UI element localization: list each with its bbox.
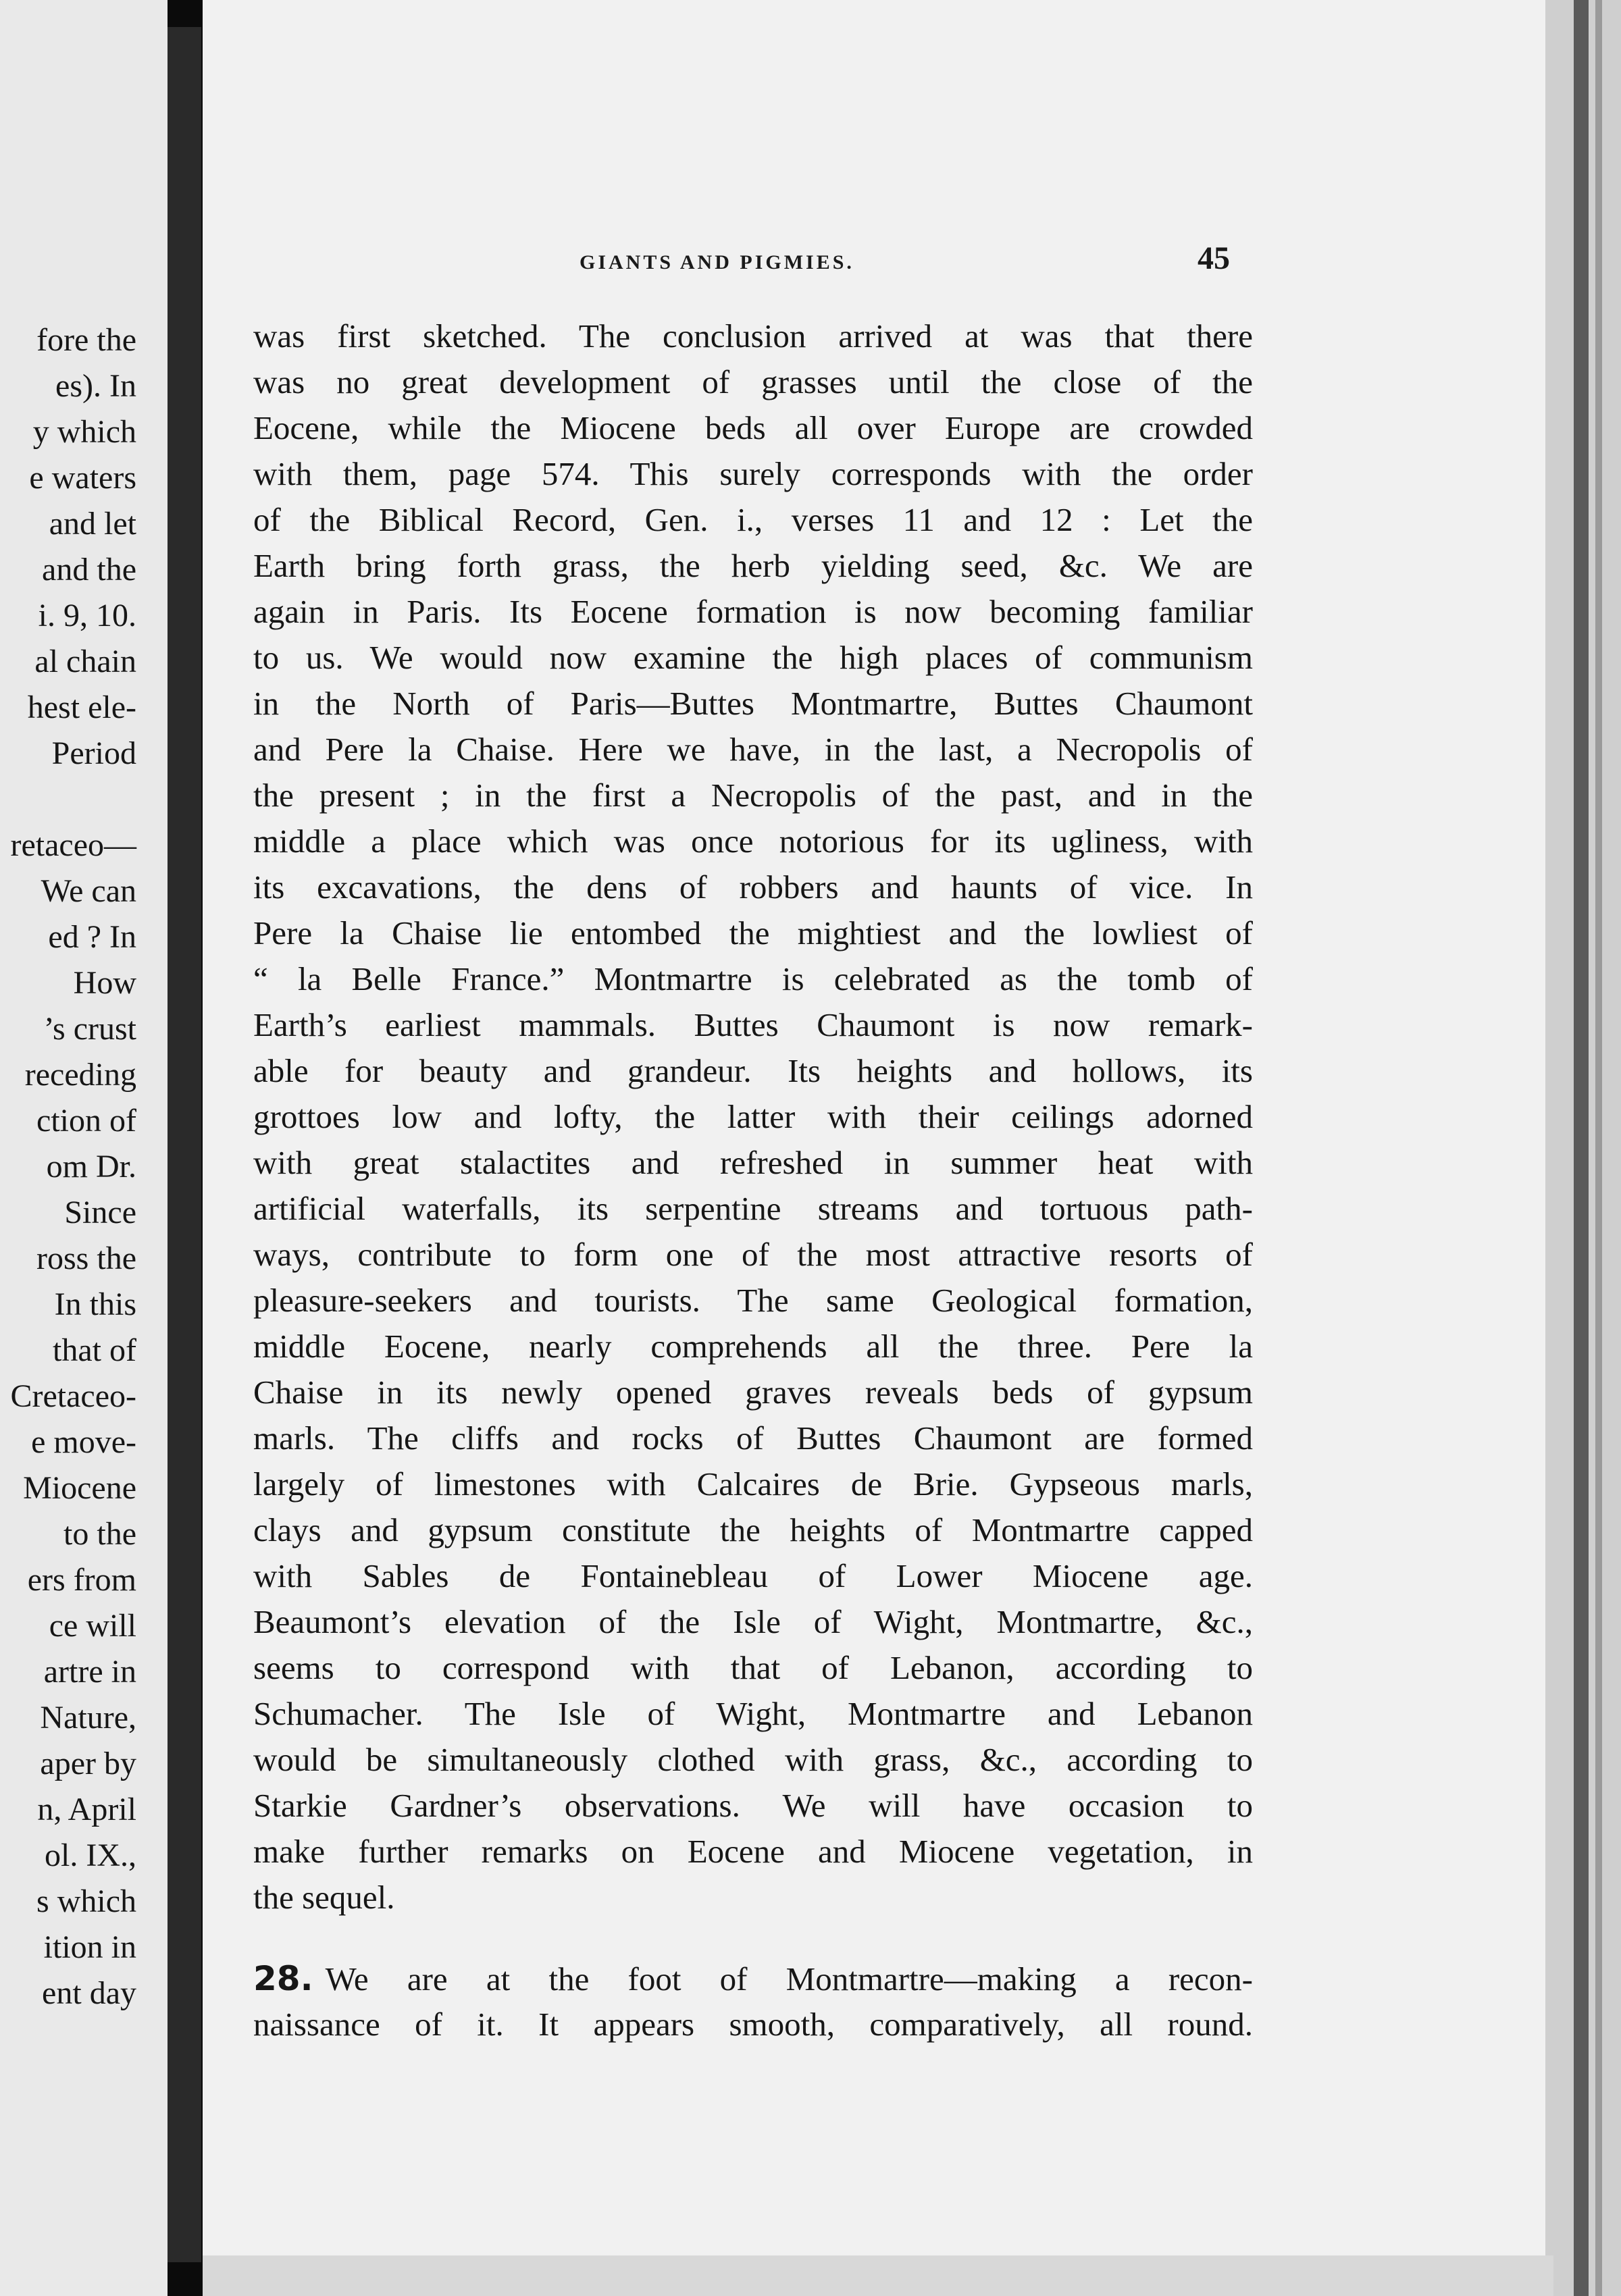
left-page-line: n, April <box>37 1792 136 1827</box>
page-edge-stripe-light <box>1595 0 1602 2296</box>
left-page-line: hest ele- <box>27 689 136 725</box>
text-line: seems to correspond with that of Lebanon, according to <box>253 1649 1253 1686</box>
text-line: the present ; in the first a Necropolis of the past, and in the <box>253 777 1253 814</box>
left-page-line: ’s crust <box>43 1011 136 1047</box>
text-line: make further remarks on Eocene and Miocene vegetation, in <box>253 1833 1253 1870</box>
paragraph-number: 28. <box>253 1959 313 1998</box>
left-page-line: ol. IX., <box>45 1837 136 1873</box>
left-page-line: Nature, <box>40 1700 136 1736</box>
left-page-line: and let <box>49 506 136 542</box>
left-page-line: retaceo— <box>10 827 136 863</box>
left-page-line: Cretaceo- <box>10 1378 136 1414</box>
text-line: and Pere la Chaise. Here we have, in the last, a Necropolis of <box>253 731 1253 768</box>
left-page-line: aper by <box>40 1746 136 1781</box>
left-page-line: In this <box>54 1286 136 1322</box>
text-line: middle Eocene, nearly comprehends all the three. Pere la <box>253 1328 1253 1365</box>
left-page-line: al chain <box>34 644 136 679</box>
running-head: GIANTS AND PIGMIES. <box>580 251 854 273</box>
text-line: marls. The cliffs and rocks of Buttes Chaumont are formed <box>253 1419 1253 1457</box>
text-line: Chaise in its newly opened graves reveals beds of gypsum <box>253 1374 1253 1411</box>
text-line: “ la Belle France.” Montmartre is celebrated as the tomb of <box>253 960 1253 997</box>
text-line: able for beauty and grandeur. Its heights and hollows, its <box>253 1052 1253 1089</box>
left-page-line: and the <box>42 552 136 588</box>
text-line: Pere la Chaise lie entombed the mightiest and the lowliest of <box>253 914 1253 951</box>
text-line: of the Biblical Record, Gen. i., verses 11 and 12 : Let the <box>253 501 1253 538</box>
text-line: Earth bring forth grass, the herb yielding seed, &c. We are <box>253 547 1253 584</box>
left-page-line: Since <box>64 1195 136 1230</box>
page-bottom-margin <box>203 2255 1553 2296</box>
left-page-line: How <box>73 965 136 1001</box>
left-page-line <box>0 777 136 823</box>
left-page-line: ent day <box>42 1975 136 2011</box>
book-spine <box>168 27 201 2262</box>
left-page-line: e waters <box>29 460 136 496</box>
left-page-line: om Dr. <box>46 1149 136 1184</box>
left-page-line: ed ? In <box>48 919 136 955</box>
left-page-line: ition in <box>43 1929 136 1965</box>
text-line-content: We are at the foot of Montmartre—making a recon- <box>325 1960 1253 1998</box>
left-page-line: e move- <box>31 1424 136 1460</box>
text-line: naissance of it. It appears smooth, comparatively, all round. <box>253 2006 1253 2043</box>
left-page-line: to the <box>63 1516 136 1552</box>
left-page-line: receding <box>24 1057 136 1093</box>
text-line: artificial waterfalls, its serpentine streams and tortuous path- <box>253 1190 1253 1227</box>
text-line: was no great development of grasses until the close of the <box>253 363 1253 400</box>
text-line: Schumacher. The Isle of Wight, Montmartre and Lebanon <box>253 1695 1253 1732</box>
text-line: Beaumont’s elevation of the Isle of Wight, Montmartre, &c., <box>253 1603 1253 1640</box>
text-line <box>253 1956 1253 2002</box>
text-line: Earth’s earliest mammals. Buttes Chaumont is now remark- <box>253 1006 1253 1043</box>
text-line: its excavations, the dens of robbers and haunts of vice. In <box>253 868 1253 906</box>
page-edge-stripe <box>1574 0 1589 2296</box>
text-line: ways, contribute to form one of the most attractive resorts of <box>253 1236 1253 1273</box>
left-page-line: Miocene <box>23 1470 136 1506</box>
text-line: middle a place which was once notorious for its ugliness, with <box>253 823 1253 860</box>
page-number: 45 <box>1198 240 1230 276</box>
left-page-line: es). In <box>55 368 136 404</box>
text-line: in the North of Paris—Buttes Montmartre, Buttes Chaumont <box>253 685 1253 722</box>
text-line: Starkie Gardner’s observations. We will have occasion to <box>253 1787 1253 1824</box>
text-line: pleasure-seekers and tourists. The same Geological formation, <box>253 1282 1253 1319</box>
text-line: largely of limestones with Calcaires de Brie. Gypseous marls, <box>253 1465 1253 1503</box>
left-page-line: fore the <box>36 322 136 358</box>
text-line: clays and gypsum constitute the heights of Montmartre capped <box>253 1511 1253 1548</box>
text-line: was first sketched. The conclusion arrived at was that there <box>253 317 1253 355</box>
left-page-line: s which <box>36 1883 136 1919</box>
left-page-line: Period <box>51 735 136 771</box>
text-line: with Sables de Fontainebleau of Lower Miocene age. <box>253 1557 1253 1594</box>
text-line: with great stalactites and refreshed in summer heat with <box>253 1144 1253 1181</box>
left-page-line: ers from <box>27 1562 136 1598</box>
text-line: again in Paris. Its Eocene formation is now becoming familiar <box>253 593 1253 630</box>
text-line: with them, page 574. This surely corresponds with the order <box>253 455 1253 492</box>
text-line: Eocene, while the Miocene beds all over Europe are crowded <box>253 409 1253 446</box>
paragraph-2 <box>253 1956 1253 2047</box>
left-page-text <box>0 317 136 2016</box>
left-page-fragment <box>0 0 177 2296</box>
paragraph-1 <box>253 313 1253 1921</box>
left-page-line: that of <box>53 1332 136 1368</box>
left-page-line: ross the <box>36 1241 136 1276</box>
left-page-line: artre in <box>43 1654 136 1690</box>
left-page-line: We can <box>41 873 136 909</box>
left-page-line: i. 9, 10. <box>38 598 136 633</box>
text-line: grottoes low and lofty, the latter with their ceilings adorned <box>253 1098 1253 1135</box>
left-page-line: ce will <box>49 1608 136 1644</box>
text-line: the sequel. <box>253 1879 395 1916</box>
text-line: would be simultaneously clothed with grass, &c., according to <box>253 1741 1253 1778</box>
left-page-line: y which <box>32 414 136 450</box>
text-line: to us. We would now examine the high places of communism <box>253 639 1253 676</box>
left-page-line: ction of <box>36 1103 136 1139</box>
